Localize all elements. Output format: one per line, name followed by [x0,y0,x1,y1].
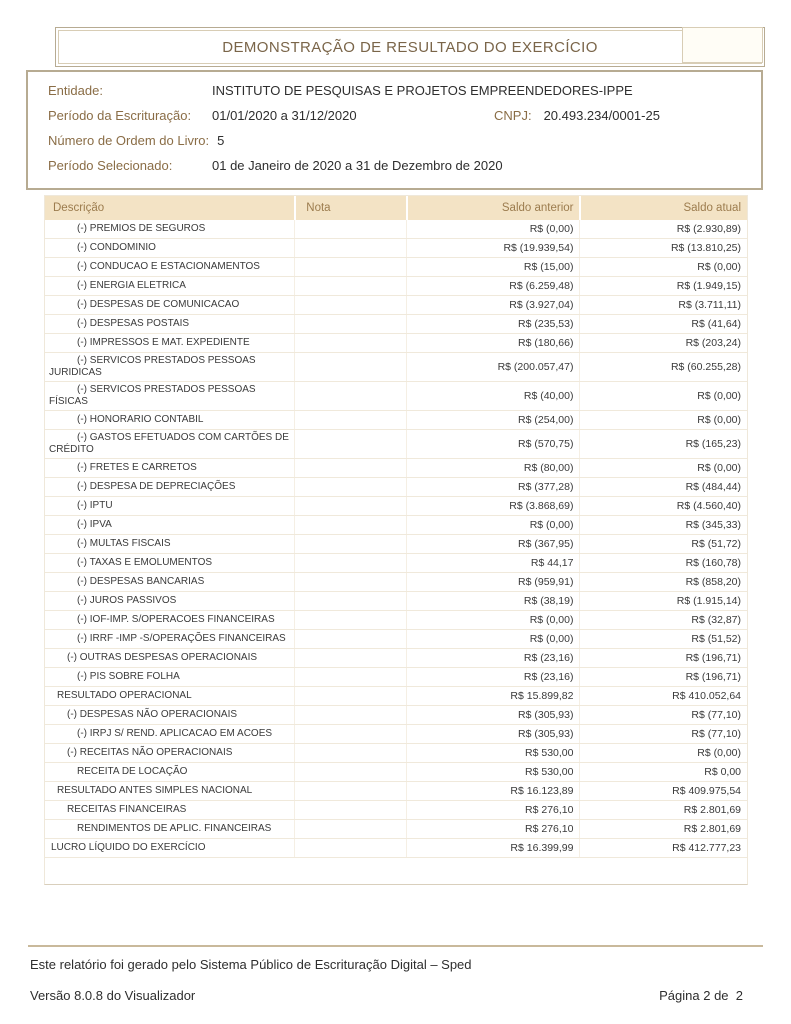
cell-saldo-anterior: R$ (23,16) [406,668,580,686]
cell-nota [294,554,406,572]
table-body [45,220,747,858]
cell-saldo-anterior: R$ (0,00) [406,611,580,629]
cell-saldo-atual: R$ (160,78) [579,554,747,572]
periodo-selecionado-row [48,157,761,174]
cnpj-value: 20.493.234/0001-25 [543,108,660,123]
cell-nota [294,668,406,686]
cell-saldo-anterior: R$ (38,19) [406,592,580,610]
cell-nota [294,334,406,352]
cell-saldo-anterior: R$ 276,10 [406,820,580,838]
cell-descricao: LUCRO LÍQUIDO DO EXERCÍCIO [51,842,206,853]
periodo-escrituracao-label: Período da Escrituração: [48,108,192,123]
cell-saldo-atual: R$ (77,10) [579,706,747,724]
cell-descricao: (-) IMPRESSOS E MAT. EXPEDIENTE [77,337,250,348]
cell-saldo-anterior: R$ (959,91) [406,573,580,591]
cell-descricao: (-) DESPESAS NÃO OPERACIONAIS [67,709,238,720]
cell-descricao: RENDIMENTOS DE APLIC. FINANCEIRAS [77,823,272,834]
cell-saldo-atual: R$ (51,72) [579,535,747,553]
cell-descricao: (-) CONDUCAO E ESTACIONAMENTOS [77,261,260,272]
table-row [45,801,747,820]
periodo-selecionado-label: Período Selecionado: [48,158,173,173]
cell-nota [294,353,406,381]
footer-divider [28,945,763,947]
cell-saldo-anterior: R$ (0,00) [406,630,580,648]
cell-saldo-anterior: R$ (40,00) [406,382,580,410]
cell-saldo-anterior: R$ (0,00) [406,220,580,238]
table-row [45,611,747,630]
cell-saldo-anterior: R$ (180,66) [406,334,580,352]
cell-nota [294,382,406,410]
cell-saldo-anterior: R$ 44,17 [406,554,580,572]
table-row [45,516,747,535]
cell-nota [294,649,406,667]
cell-saldo-anterior: R$ 530,00 [406,744,580,762]
cell-saldo-anterior: R$ 15.899,82 [406,687,580,705]
table-row [45,554,747,573]
entity-info-box [26,70,763,190]
table-row [45,573,747,592]
cell-saldo-atual: R$ (165,23) [579,430,747,458]
cell-nota [294,592,406,610]
cell-nota [294,258,406,276]
cell-saldo-anterior: R$ (570,75) [406,430,580,458]
cell-saldo-anterior: R$ (19.939,54) [406,239,580,257]
cell-saldo-anterior: R$ 530,00 [406,763,580,781]
cell-descricao: (-) RECEITAS NÃO OPERACIONAIS [67,747,233,758]
cell-nota [294,430,406,458]
cell-nota [294,315,406,333]
table-row [45,820,747,839]
cell-descricao: (-) HONORARIO CONTABIL [77,414,204,425]
table-row [45,649,747,668]
cell-nota [294,411,406,429]
cell-nota [294,744,406,762]
table-row [45,668,747,687]
cell-saldo-anterior: R$ (305,93) [406,725,580,743]
footer-page-number: Página 2 de 2 [659,988,743,1003]
cell-descricao: (-) CONDOMINIO [77,242,156,253]
cell-descricao: (-) JUROS PASSIVOS [77,595,177,606]
cell-saldo-anterior: R$ (3.927,04) [406,296,580,314]
table-row [45,258,747,277]
entidade-label: Entidade: [48,83,103,98]
cell-saldo-atual: R$ 409.975,54 [579,782,747,800]
table-row [45,459,747,478]
cell-descricao: (-) DESPESAS POSTAIS [77,318,190,329]
table-row [45,239,747,258]
table-row [45,296,747,315]
table-row [45,430,747,459]
cell-descricao: (-) PREMIOS DE SEGUROS [77,223,206,234]
periodo-escrituracao-row [48,107,761,124]
cell-saldo-atual: R$ (0,00) [579,459,747,477]
cell-descricao: RECEITA DE LOCAÇÃO [77,766,188,777]
col-header-descricao: Descrição [53,202,105,214]
cell-saldo-atual: R$ (0,00) [579,382,747,410]
table-row [45,478,747,497]
cell-nota [294,239,406,257]
cell-nota [294,687,406,705]
table-row [45,687,747,706]
footer-version: Versão 8.0.8 do Visualizador [30,988,196,1003]
cell-descricao: (-) IOF-IMP. S/OPERACOES FINANCEIRAS [77,614,275,625]
results-table [44,195,748,885]
cell-saldo-anterior: R$ (367,95) [406,535,580,553]
cell-saldo-anterior: R$ (377,28) [406,478,580,496]
table-row [45,592,747,611]
cell-nota [294,763,406,781]
cell-descricao: (-) GASTOS EFETUADOS COM CARTÕES DE CRÉDITO [49,432,289,455]
cell-descricao: (-) IPTU [77,500,113,511]
cell-nota [294,706,406,724]
cell-nota [294,516,406,534]
cell-saldo-atual: R$ (0,00) [579,744,747,762]
cell-saldo-atual: R$ 410.052,64 [579,687,747,705]
col-header-saldo-anterior: Saldo anterior [406,196,580,220]
cell-descricao: RECEITAS FINANCEIRAS [67,804,187,815]
table-row [45,744,747,763]
cell-descricao: (-) DESPESAS DE COMUNICACAO [77,299,240,310]
table-row [45,353,747,382]
cell-nota [294,611,406,629]
cell-nota [294,296,406,314]
table-row [45,535,747,554]
col-header-nota: Nota [294,196,406,220]
cell-descricao: (-) TAXAS E EMOLUMENTOS [77,557,213,568]
cell-saldo-atual: R$ (77,10) [579,725,747,743]
cell-saldo-atual: R$ 2.801,69 [579,820,747,838]
entidade-row [48,82,761,99]
table-row [45,334,747,353]
cnpj-label: CNPJ: [494,108,532,123]
numero-ordem-label: Número de Ordem do Livro: [48,133,210,148]
cell-saldo-atual: R$ (60.255,28) [579,353,747,381]
col-header-saldo-atual: Saldo atual [579,196,747,220]
cell-saldo-atual: R$ (858,20) [579,573,747,591]
cell-saldo-anterior: R$ (0,00) [406,516,580,534]
table-header [45,196,747,220]
cell-saldo-anterior: R$ (3.868,69) [406,497,580,515]
cell-nota [294,839,406,857]
cell-saldo-anterior: R$ (15,00) [406,258,580,276]
table-row [45,411,747,430]
cell-saldo-atual: R$ (196,71) [579,668,747,686]
cell-descricao: (-) SERVICOS PRESTADOS PESSOAS JURIDICAS [49,355,256,378]
cell-descricao: (-) IPVA [77,519,112,530]
cell-descricao: (-) ENERGIA ELETRICA [77,280,186,291]
cell-descricao: (-) IRPJ S/ REND. APLICACAO EM ACOES [77,728,273,739]
cell-saldo-atual: R$ 412.777,23 [579,839,747,857]
title-box [55,27,765,67]
cell-descricao: (-) IRRF -IMP -S/OPERAÇÕES FINANCEIRAS [77,633,286,644]
cell-saldo-anterior: R$ (80,00) [406,459,580,477]
cell-nota [294,725,406,743]
cell-nota [294,220,406,238]
cell-descricao: (-) DESPESA DE DEPRECIAÇÕES [77,481,236,492]
cell-descricao: (-) PIS SOBRE FOLHA [77,671,180,682]
cell-saldo-anterior: R$ (6.259,48) [406,277,580,295]
cell-nota [294,478,406,496]
table-row [45,725,747,744]
cell-descricao: (-) OUTRAS DESPESAS OPERACIONAIS [67,652,258,663]
cell-saldo-anterior: R$ 16.399,99 [406,839,580,857]
cell-saldo-atual: R$ (2.930,89) [579,220,747,238]
table-row [45,839,747,858]
cell-saldo-atual: R$ (203,24) [579,334,747,352]
cell-descricao: (-) DESPESAS BANCARIAS [77,576,205,587]
cell-saldo-anterior: R$ (235,53) [406,315,580,333]
cell-saldo-atual: R$ (32,87) [579,611,747,629]
cell-descricao: RESULTADO OPERACIONAL [57,690,192,701]
table-row [45,706,747,725]
cell-descricao: (-) MULTAS FISCAIS [77,538,171,549]
cell-descricao: (-) SERVICOS PRESTADOS PESSOAS FÍSICAS [49,384,256,407]
cell-saldo-atual: R$ (3.711,11) [579,296,747,314]
cell-saldo-atual: R$ (13.810,25) [579,239,747,257]
cell-nota [294,782,406,800]
corner-box [682,27,763,63]
table-row [45,315,747,334]
table-row [45,782,747,801]
cell-saldo-anterior: R$ (254,00) [406,411,580,429]
cell-descricao: RESULTADO ANTES SIMPLES NACIONAL [57,785,253,796]
cell-saldo-atual: R$ (345,33) [579,516,747,534]
table-row [45,382,747,411]
table-row [45,277,747,296]
cell-saldo-atual: R$ (196,71) [579,649,747,667]
cnpj-group [494,107,660,124]
cell-saldo-atual: R$ (0,00) [579,258,747,276]
cell-saldo-atual: R$ 2.801,69 [579,801,747,819]
periodo-selecionado-value: 01 de Janeiro de 2020 a 31 de Dezembro de 2020 [212,158,503,173]
periodo-escrituracao-value: 01/01/2020 a 31/12/2020 [212,108,357,123]
table-row [45,497,747,516]
page-title: DEMONSTRAÇÃO DE RESULTADO DO EXERCÍCIO [222,38,598,56]
table-row [45,763,747,782]
table-row [45,220,747,239]
cell-saldo-anterior: R$ (23,16) [406,649,580,667]
table-row [45,630,747,649]
cell-nota [294,277,406,295]
numero-ordem-value: 5 [217,133,225,148]
cell-saldo-atual: R$ (0,00) [579,411,747,429]
numero-ordem-row [48,132,761,149]
cell-saldo-atual: R$ (4.560,40) [579,497,747,515]
cell-saldo-atual: R$ (484,44) [579,478,747,496]
cell-nota [294,801,406,819]
cell-saldo-anterior: R$ 16.123,89 [406,782,580,800]
cell-saldo-atual: R$ (1.949,15) [579,277,747,295]
cell-nota [294,459,406,477]
cell-nota [294,497,406,515]
cell-saldo-atual: R$ (1.915,14) [579,592,747,610]
cell-saldo-atual: R$ (51,52) [579,630,747,648]
cell-nota [294,573,406,591]
cell-nota [294,630,406,648]
cell-descricao: (-) FRETES E CARRETOS [77,462,197,473]
cell-saldo-anterior: R$ 276,10 [406,801,580,819]
cell-saldo-atual: R$ 0,00 [579,763,747,781]
cell-nota [294,535,406,553]
cell-saldo-anterior: R$ (305,93) [406,706,580,724]
footer-note: Este relatório foi gerado pelo Sistema Público de Escrituração Digital – Sped [30,957,472,972]
cell-saldo-anterior: R$ (200.057,47) [406,353,580,381]
cell-nota [294,820,406,838]
cell-saldo-atual: R$ (41,64) [579,315,747,333]
entidade-value: INSTITUTO DE PESQUISAS E PROJETOS EMPREENDEDORES-IPPE [212,83,633,98]
